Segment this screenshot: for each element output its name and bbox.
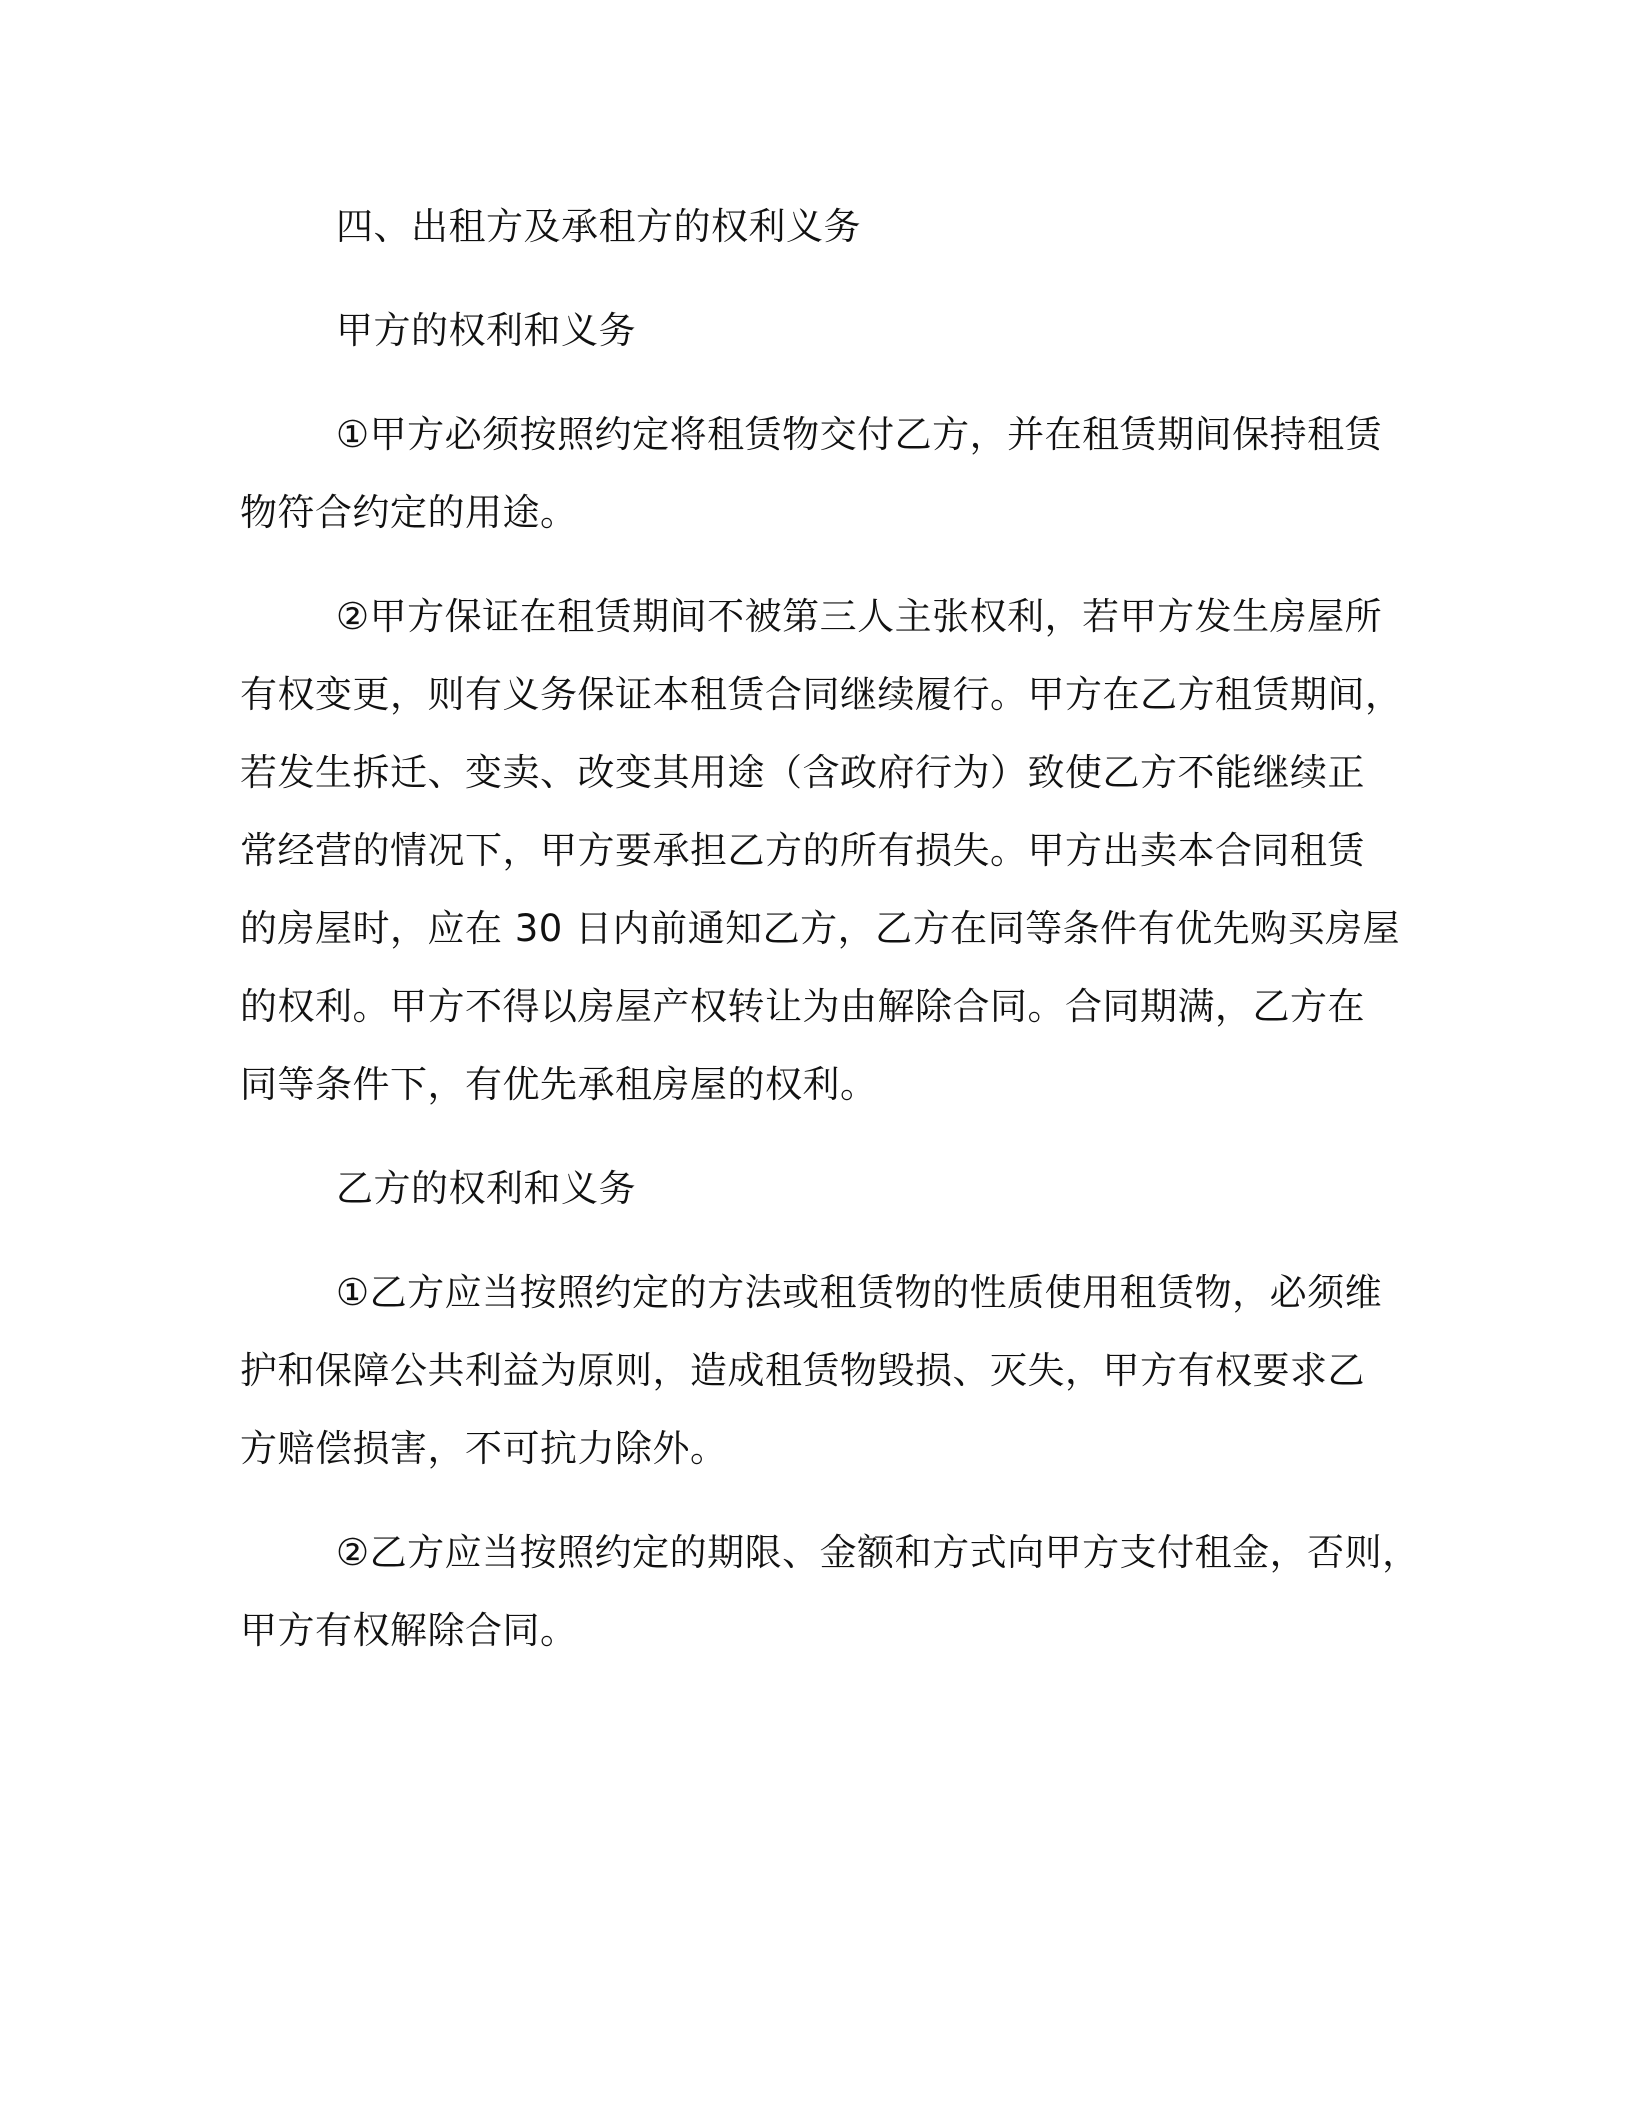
clause-line: ②乙方应当按照约定的期限、金额和方式向甲方支付租金，否则， — [336, 1531, 1420, 1574]
party-a-clause-1 — [240, 396, 1388, 552]
clause-line: 有权变更，则有义务保证本租赁合同继续履行。甲方在乙方租赁期间， — [240, 673, 1403, 716]
clause-line: 物符合约定的用途。 — [240, 491, 578, 534]
party-b-clause-1 — [240, 1254, 1388, 1488]
clause-line: 的权利。甲方不得以房屋产权转让为由解除合同。合同期满，乙方在 — [240, 985, 1365, 1028]
clause-line: 常经营的情况下，甲方要承担乙方的所有损失。甲方出卖本合同租赁 — [240, 829, 1365, 872]
clause-line: 甲方有权解除合同。 — [240, 1609, 578, 1652]
paragraph-gap — [240, 1488, 1388, 1514]
clause-line: ①乙方应当按照约定的方法或租赁物的性质使用租赁物，必须维 — [336, 1271, 1383, 1314]
section-heading: 四、出租方及承租方的权利义务 — [336, 205, 861, 248]
paragraph-gap — [240, 266, 1388, 292]
paragraph-gap — [240, 370, 1388, 396]
party-a-heading: 甲方的权利和义务 — [336, 309, 636, 352]
paragraph-gap — [240, 1124, 1388, 1150]
paragraph-gap — [240, 1228, 1388, 1254]
party-a-clause-2 — [240, 578, 1403, 1124]
party-b-heading: 乙方的权利和义务 — [336, 1167, 636, 1210]
clause-line: ①甲方必须按照约定将租赁物交付乙方，并在租赁期间保持租赁 — [336, 413, 1383, 456]
clause-line: 同等条件下，有优先承租房屋的权利。 — [240, 1063, 878, 1106]
clause-line: 护和保障公共利益为原则，造成租赁物毁损、灭失，甲方有权要求乙 — [240, 1349, 1365, 1392]
clause-line: 若发生拆迁、变卖、改变其用途（含政府行为）致使乙方不能继续正 — [240, 751, 1365, 794]
clause-line: 的房屋时，应在 30 日内前通知乙方，乙方在同等条件有优先购买房屋 — [240, 907, 1401, 950]
document-body — [240, 188, 1420, 1670]
clause-line: ②甲方保证在租赁期间不被第三人主张权利，若甲方发生房屋所 — [336, 595, 1383, 638]
party-b-clause-2 — [240, 1514, 1420, 1670]
clause-line: 方赔偿损害，不可抗力除外。 — [240, 1427, 728, 1470]
paragraph-gap — [240, 552, 1388, 578]
